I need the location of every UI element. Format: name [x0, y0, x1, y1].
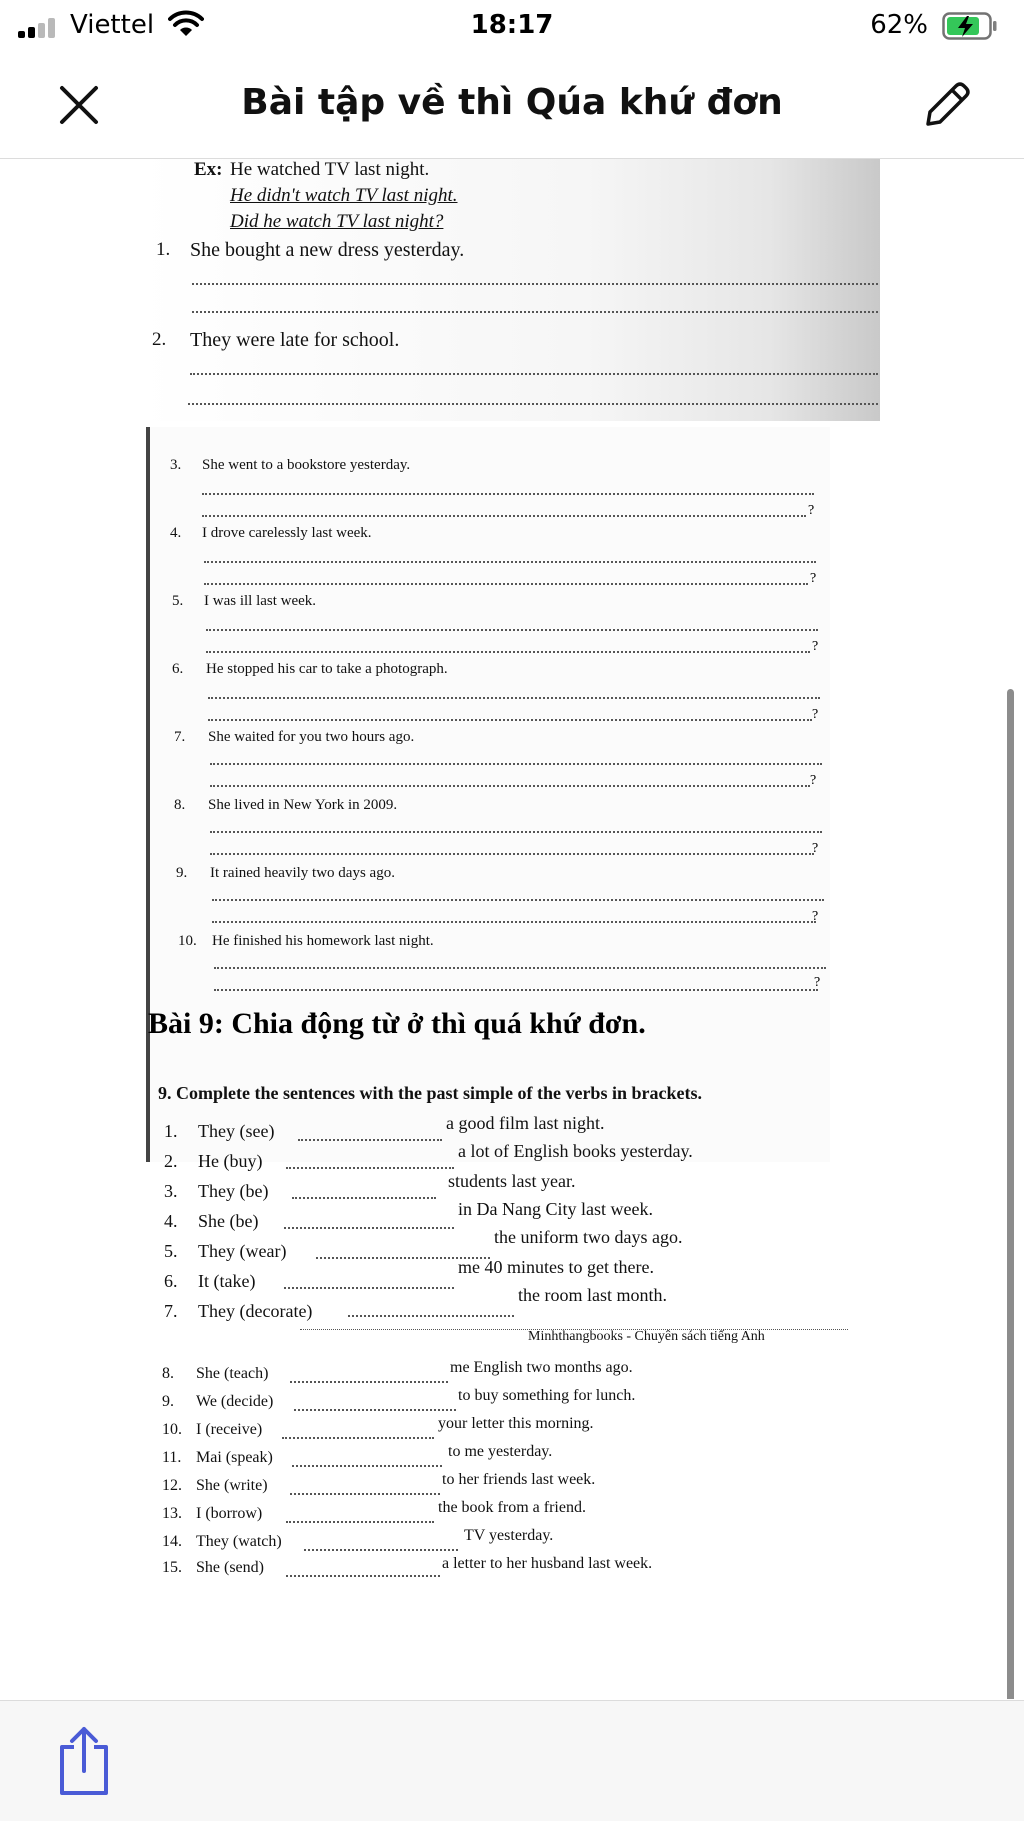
question-mark: ?	[808, 503, 815, 518]
item-number: 6.	[172, 661, 184, 677]
item-number: 9.	[176, 865, 188, 881]
share-icon[interactable]	[52, 1723, 116, 1799]
item-number: 1.	[156, 239, 171, 260]
answer-line	[208, 719, 812, 721]
verb-prompt: They (be)	[198, 1181, 269, 1201]
item-number: 8.	[162, 1365, 174, 1382]
answer-line	[192, 311, 878, 313]
sentence-ending: a lot of English books yesterday.	[458, 1141, 693, 1161]
answer-blank	[304, 1549, 458, 1551]
answer-blank	[292, 1465, 442, 1467]
answer-line	[202, 515, 806, 517]
question-mark: ?	[812, 909, 819, 924]
battery-percentage: 62%	[870, 10, 928, 40]
item-number: 15.	[162, 1559, 182, 1576]
exercise-sentence: I was ill last week.	[204, 593, 317, 609]
item-number: 13.	[162, 1505, 182, 1522]
answer-line	[212, 921, 816, 923]
answer-line	[212, 899, 824, 901]
answer-blank	[284, 1287, 454, 1289]
verb-prompt: He (buy)	[198, 1151, 263, 1171]
answer-blank	[294, 1409, 456, 1411]
answer-line	[214, 967, 826, 969]
verb-prompt: They (see)	[198, 1121, 275, 1141]
exercise-sentence: They were late for school.	[190, 329, 400, 351]
answer-blank	[286, 1575, 440, 1577]
navigation-bar	[0, 52, 1024, 159]
item-number: 8.	[174, 797, 186, 813]
answer-blank	[290, 1381, 448, 1383]
sentence-ending: the book from a friend.	[438, 1499, 586, 1516]
question-mark: ?	[812, 841, 819, 856]
example-negative: He didn't watch TV last night.	[230, 185, 458, 206]
sentence-ending: me 40 minutes to get there.	[458, 1257, 654, 1277]
sentence-ending: students last year.	[448, 1171, 576, 1191]
verb-prompt: She (be)	[198, 1211, 259, 1231]
bottom-toolbar	[0, 1700, 1024, 1821]
sentence-ending: to her friends last week.	[442, 1471, 596, 1488]
item-number: 3.	[164, 1181, 178, 1201]
exercise-sentence: It rained heavily two days ago.	[210, 865, 395, 881]
verb-prompt: They (decorate)	[198, 1301, 313, 1321]
answer-line	[202, 493, 814, 495]
answer-blank	[348, 1315, 514, 1317]
exercise-sentence: She waited for you two hours ago.	[208, 729, 415, 745]
answer-blank	[286, 1521, 434, 1523]
item-number: 2.	[164, 1151, 178, 1171]
carrier-name: Viettel	[70, 10, 155, 40]
answer-blank	[298, 1139, 442, 1141]
exercise-sentence: She bought a new dress yesterday.	[190, 239, 465, 261]
question-mark: ?	[810, 773, 817, 788]
question-mark: ?	[812, 639, 819, 654]
exercise-instruction: 9. Complete the sentences with the past simple of the verbs in brackets.	[158, 1083, 702, 1103]
verb-prompt: She (teach)	[196, 1365, 269, 1382]
answer-line	[190, 373, 878, 375]
answer-line	[210, 763, 822, 765]
answer-line	[206, 651, 810, 653]
sentence-ending: the uniform two days ago.	[494, 1227, 683, 1247]
pencil-edit-icon[interactable]	[914, 74, 976, 136]
item-number: 9.	[162, 1393, 174, 1410]
sentence-ending: a letter to her husband last week.	[442, 1555, 653, 1572]
battery-charging-icon	[942, 12, 998, 40]
sentence-ending: a good film last night.	[446, 1113, 605, 1133]
item-number: 10.	[162, 1421, 182, 1438]
answer-line	[208, 697, 820, 699]
answer-blank	[286, 1167, 454, 1169]
clock-time: 18:17	[470, 10, 554, 40]
verb-prompt: She (write)	[196, 1477, 268, 1494]
sentence-ending: the room last month.	[518, 1285, 667, 1305]
answer-line	[210, 853, 814, 855]
item-number: 3.	[170, 457, 182, 473]
question-mark: ?	[814, 975, 821, 990]
question-mark: ?	[812, 707, 819, 722]
answer-blank	[292, 1197, 436, 1199]
answer-line	[188, 403, 878, 405]
answer-line	[204, 561, 816, 563]
answer-line	[214, 989, 818, 991]
sentence-ending: to buy something for lunch.	[458, 1387, 636, 1404]
item-number: 7.	[164, 1301, 178, 1321]
sentence-ending: TV yesterday.	[464, 1527, 554, 1544]
answer-line	[192, 283, 878, 285]
sentence-ending: to me yesterday.	[448, 1443, 553, 1460]
item-number: 2.	[152, 329, 167, 350]
exercise-heading: Bài 9: Chia động từ ở thì quá khứ đơn.	[148, 1007, 646, 1040]
verb-prompt: They (wear)	[198, 1241, 287, 1261]
answer-line	[210, 785, 810, 787]
verb-prompt: It (take)	[198, 1271, 256, 1291]
exercise-sentence: I drove carelessly last week.	[202, 525, 372, 541]
verb-prompt: She (send)	[196, 1559, 264, 1576]
verb-prompt: They (watch)	[196, 1533, 282, 1550]
document-viewer[interactable]	[0, 159, 1024, 1699]
answer-line	[210, 831, 822, 833]
answer-blank	[282, 1437, 434, 1439]
status-bar	[0, 0, 1024, 52]
item-number: 5.	[164, 1241, 178, 1261]
sentence-ending: your letter this morning.	[438, 1415, 594, 1432]
exercise-sentence: She lived in New York in 2009.	[208, 797, 398, 813]
item-number: 4.	[164, 1211, 178, 1231]
answer-blank	[290, 1493, 440, 1495]
verb-prompt: Mai (speak)	[196, 1449, 273, 1466]
example-label: Ex:	[194, 159, 223, 180]
exercise-sentence: He finished his homework last night.	[212, 933, 434, 949]
question-mark: ?	[810, 571, 817, 586]
item-number: 4.	[170, 525, 182, 541]
answer-line	[206, 629, 818, 631]
item-number: 1.	[164, 1121, 178, 1141]
verb-prompt: We (decide)	[196, 1393, 274, 1410]
exercise-sentence: She went to a bookstore yesterday.	[202, 457, 411, 473]
item-number: 5.	[172, 593, 184, 609]
sentence-ending: me English two months ago.	[450, 1359, 633, 1376]
example-question: Did he watch TV last night?	[230, 211, 444, 232]
publisher-footer: Minhthangbooks - Chuyên sách tiếng Anh	[528, 1329, 765, 1344]
item-number: 10.	[178, 933, 197, 949]
exercise-sentence: He stopped his car to take a photograph.	[206, 661, 448, 677]
item-number: 11.	[162, 1449, 182, 1466]
document-title: Bài tập về thì Qúa khứ đơn	[241, 82, 783, 123]
item-number: 12.	[162, 1477, 182, 1494]
answer-line	[204, 583, 808, 585]
vertical-scrollbar[interactable]	[1007, 689, 1014, 1699]
verb-prompt: I (borrow)	[196, 1505, 263, 1522]
example-sentence: He watched TV last night.	[230, 159, 430, 180]
item-number: 6.	[164, 1271, 178, 1291]
sentence-ending: in Da Nang City last week.	[458, 1199, 653, 1219]
verb-prompt: I (receive)	[196, 1421, 263, 1438]
answer-blank	[284, 1227, 454, 1229]
item-number: 7.	[174, 729, 186, 745]
item-number: 14.	[162, 1533, 182, 1550]
